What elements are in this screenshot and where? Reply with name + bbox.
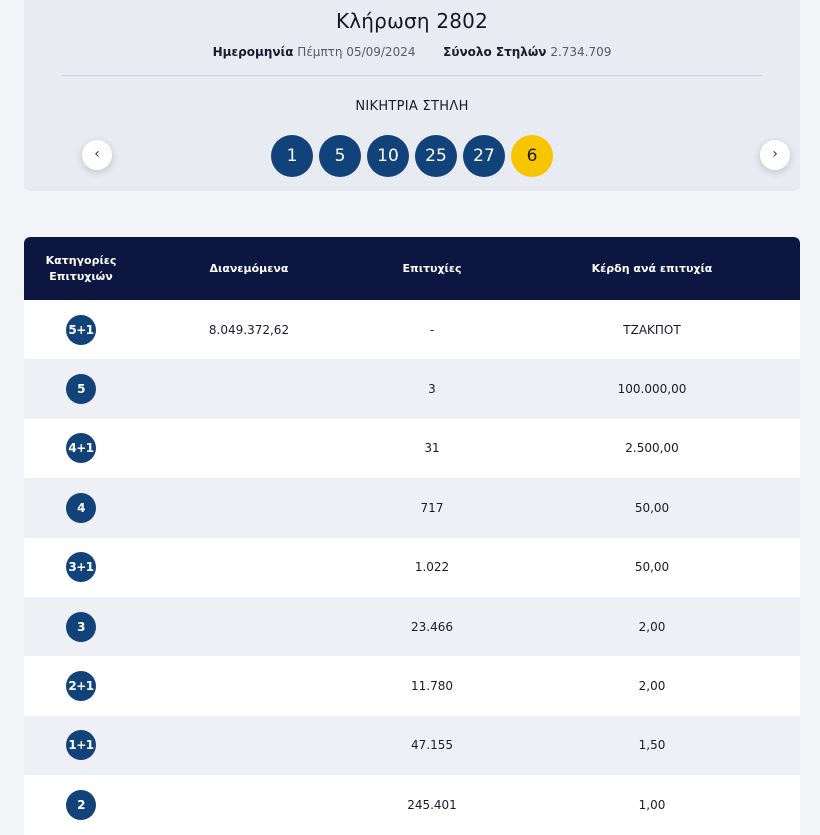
- prize-cell: 1,50: [638, 738, 666, 753]
- category-badge: 3: [66, 612, 96, 642]
- header-distributed: Διανεμόμενα: [209, 261, 289, 275]
- table-row: [24, 597, 800, 656]
- prize-table: [24, 237, 800, 835]
- winning-number-ball: 5: [319, 135, 361, 177]
- winners-cell: 245.401: [407, 797, 457, 812]
- prize-cell: 2,00: [638, 619, 666, 634]
- category-badge: 5: [66, 374, 96, 404]
- bonus-number-ball: 6: [511, 135, 553, 177]
- prize-cell: 2,00: [638, 679, 666, 694]
- distributed-cell: [138, 597, 360, 656]
- date-value: Πέμπτη 05/09/2024: [297, 45, 416, 59]
- category-badge: 2: [66, 790, 96, 820]
- category-badge: 1+1: [66, 730, 96, 760]
- distributed-cell: [138, 775, 360, 834]
- distributed-cell: 8.049.372,62: [208, 322, 290, 337]
- prize-cell: 50,00: [634, 560, 670, 575]
- winners-cell: 47.155: [411, 738, 453, 753]
- distributed-cell: [138, 359, 360, 418]
- winners-cell: -: [429, 322, 435, 337]
- divider: [62, 75, 762, 76]
- category-badge: 4: [66, 493, 96, 523]
- header-categories: Κατηγορίες Επιτυχιών: [45, 253, 117, 283]
- table-row: [24, 775, 800, 834]
- header-prize-per-winner: Κέρδη ανά επιτυχία: [591, 261, 713, 275]
- winners-cell: 717: [420, 500, 444, 515]
- category-badge: 2+1: [66, 671, 96, 701]
- prize-cell: 1,00: [638, 797, 666, 812]
- chevron-left-icon: ‹: [94, 146, 100, 162]
- winners-cell: 3: [428, 382, 436, 397]
- table-row: [24, 419, 800, 478]
- table-row: [24, 716, 800, 775]
- distributed-cell: [138, 538, 360, 597]
- winning-number-ball: 25: [415, 135, 457, 177]
- header-winners: Επιτυχίες: [402, 261, 462, 275]
- prize-cell: ΤΖΑΚΠΟΤ: [623, 322, 681, 337]
- table-row: [24, 538, 800, 597]
- chevron-right-icon: ›: [772, 146, 778, 162]
- winning-numbers: [24, 135, 800, 177]
- prize-cell: 100.000,00: [617, 382, 687, 397]
- prize-cell: 2.500,00: [625, 441, 679, 456]
- winners-cell: 23.466: [411, 619, 453, 634]
- distributed-cell: [138, 656, 360, 715]
- table-header: [24, 237, 800, 300]
- category-badge: 5+1: [66, 315, 96, 345]
- winners-cell: 1.022: [414, 560, 450, 575]
- next-draw-button[interactable]: [760, 140, 790, 170]
- distributed-cell: [138, 478, 360, 537]
- category-badge: 3+1: [66, 552, 96, 582]
- table-row: [24, 478, 800, 537]
- winning-number-ball: 27: [463, 135, 505, 177]
- draw-meta: [24, 45, 800, 59]
- prize-cell: 50,00: [634, 500, 670, 515]
- distributed-cell: [138, 419, 360, 478]
- draw-title: Κλήρωση 2802: [335, 9, 489, 33]
- winning-number-ball: 1: [271, 135, 313, 177]
- table-row: [24, 359, 800, 418]
- table-row: [24, 656, 800, 715]
- category-badge: 4+1: [66, 433, 96, 463]
- winners-cell: 31: [424, 441, 440, 456]
- distributed-cell: [138, 716, 360, 775]
- winners-cell: 11.780: [411, 679, 453, 694]
- draw-info-card: [24, 0, 800, 191]
- date-label: Ημερομηνία: [212, 45, 294, 59]
- winning-number-ball: 10: [367, 135, 409, 177]
- total-columns-value: 2.734.709: [550, 45, 612, 59]
- table-row: [24, 300, 800, 359]
- total-columns-label: Σύνολο Στηλών: [443, 45, 547, 59]
- winning-column-label: ΝΙΚΗΤΡΙΑ ΣΤΗΛΗ: [355, 99, 469, 114]
